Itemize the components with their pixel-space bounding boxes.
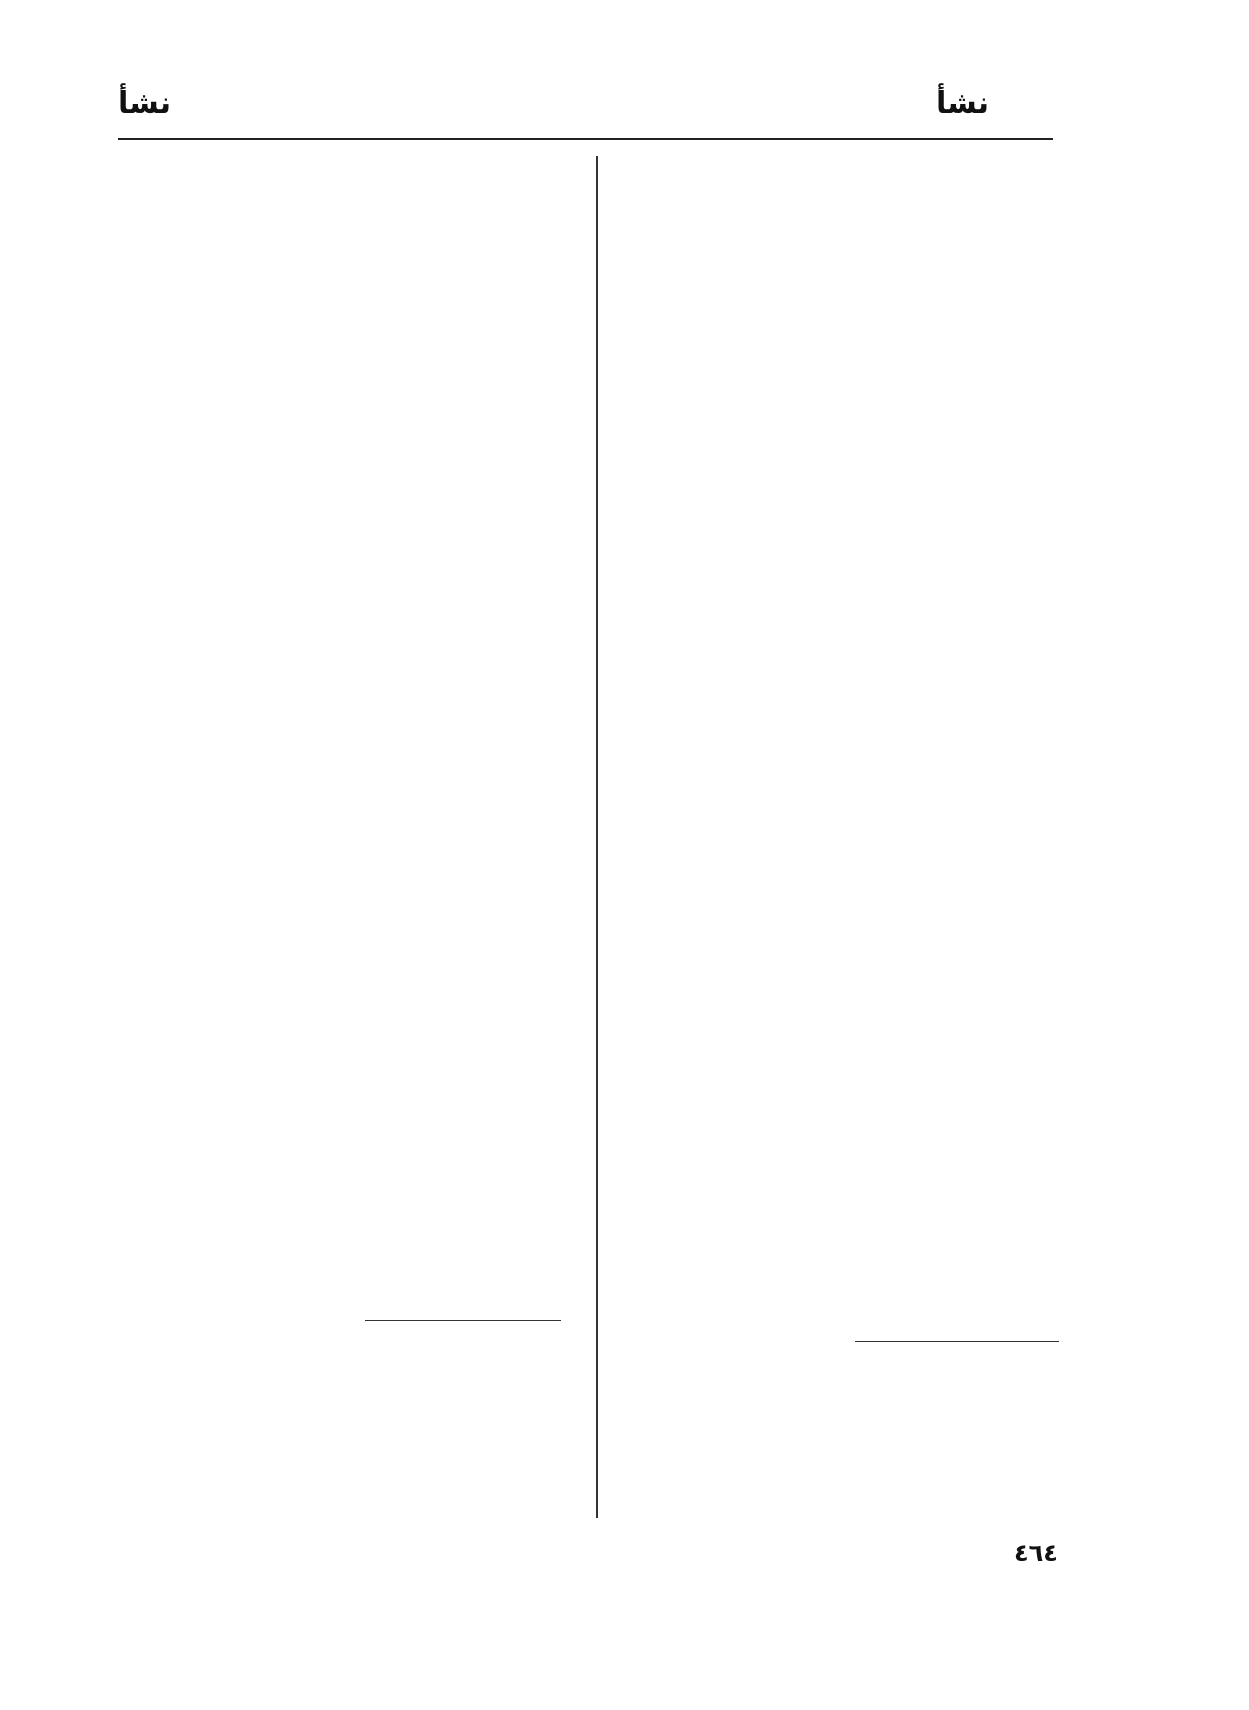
- footnote-rule-right: [855, 1341, 1059, 1342]
- running-head-left: نشأ: [118, 86, 172, 121]
- right-column-footnotes: [630, 1352, 1060, 1502]
- page-number: ٤٦٤: [1014, 1539, 1058, 1567]
- header-rule: [118, 138, 1053, 140]
- right-column-text: [622, 168, 1062, 1318]
- footnote-rule-left: [365, 1320, 561, 1321]
- left-column-text: [118, 168, 566, 1318]
- column-divider: [596, 156, 598, 1518]
- running-head-right: نشأ: [935, 86, 989, 121]
- left-column-footnotes: [118, 1330, 566, 1520]
